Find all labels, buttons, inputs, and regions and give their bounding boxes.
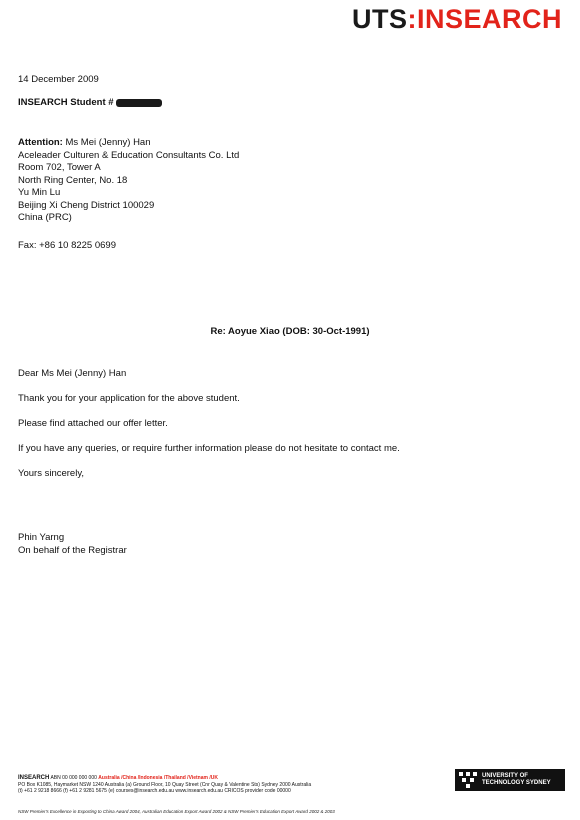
subject-line: Re: Aoyue Xiao (DOB: 30-Oct-1991) <box>210 326 370 337</box>
address-line: Yu Min Lu <box>18 187 61 198</box>
address-line: North Ring Center, No. 18 <box>18 174 128 186</box>
fax-number: Fax: +86 10 8225 0699 <box>18 240 116 251</box>
address-line: Beijing Xi Cheng District 100029 <box>18 199 155 211</box>
attention-name: Ms Mei (Jenny) Han <box>62 137 151 148</box>
redaction-mark <box>116 99 162 107</box>
recipient-address-block <box>18 137 239 225</box>
logo-insearch-text: INSEARCH <box>416 4 562 34</box>
footer-line-3: (t) +61 2 9218 8666 (f) +61 2 9281 5675 (e) courses@insearch.edu.au www.insearch.edu.au CRICOS provider code 00000 <box>18 788 291 794</box>
address-line: Room 702, Tower A <box>18 162 101 173</box>
footer-line-2: PO Box K1085, Haymarket NSW 1240 Australia (a) Ground Floor, 10 Quay Street (Cnr Quay & Valentine Sts) Sydney 2000 Australia <box>18 781 312 788</box>
uts-university-logo <box>455 769 565 791</box>
attention-line <box>18 137 239 150</box>
footer-org: INSEARCH <box>18 775 50 781</box>
footer-awards: NSW Premier's Excellence in Exporting to China Award 2004, Australian Education Export Award 2002 & NSW Premier's Education Export Award 2002 & 2003 <box>18 809 335 814</box>
logo-colon: : <box>407 4 417 34</box>
address-line: Aceleader Culturen & Education Consultants Co. Ltd <box>18 149 240 161</box>
footer-contact <box>18 775 311 795</box>
salutation: Dear Ms Mei (Jenny) Han <box>18 368 127 379</box>
signatory-role: On behalf of the Registrar <box>18 545 127 556</box>
student-reference <box>18 97 162 110</box>
body-paragraph: Thank you for your application for the above student. <box>18 393 240 404</box>
letter-date: 14 December 2009 <box>18 74 99 85</box>
body-paragraph: Please find attached our offer letter. <box>18 418 168 429</box>
attention-label: Attention: <box>18 137 63 148</box>
closing: Yours sincerely, <box>18 468 85 479</box>
address-line: China (PRC) <box>18 212 72 223</box>
logo-uts-text: UTS <box>351 4 408 34</box>
footer-countries: Australia /China /Indonesia /Thailand /Vietnam /UK <box>98 775 218 781</box>
body-paragraph: If you have any queries, or require further information please do not hesitate to contact me. <box>18 443 400 454</box>
uts-emblem-icon <box>459 772 477 788</box>
student-reference-label: INSEARCH Student # <box>18 97 114 108</box>
uts-badge-text: UNIVERSITY OF TECHNOLOGY SYDNEY <box>482 773 551 786</box>
signatory-name: Phin Yarng <box>18 532 65 543</box>
footer-org-suffix: ABN 00 000 000 000 <box>49 775 99 781</box>
insearch-logo <box>352 6 562 33</box>
